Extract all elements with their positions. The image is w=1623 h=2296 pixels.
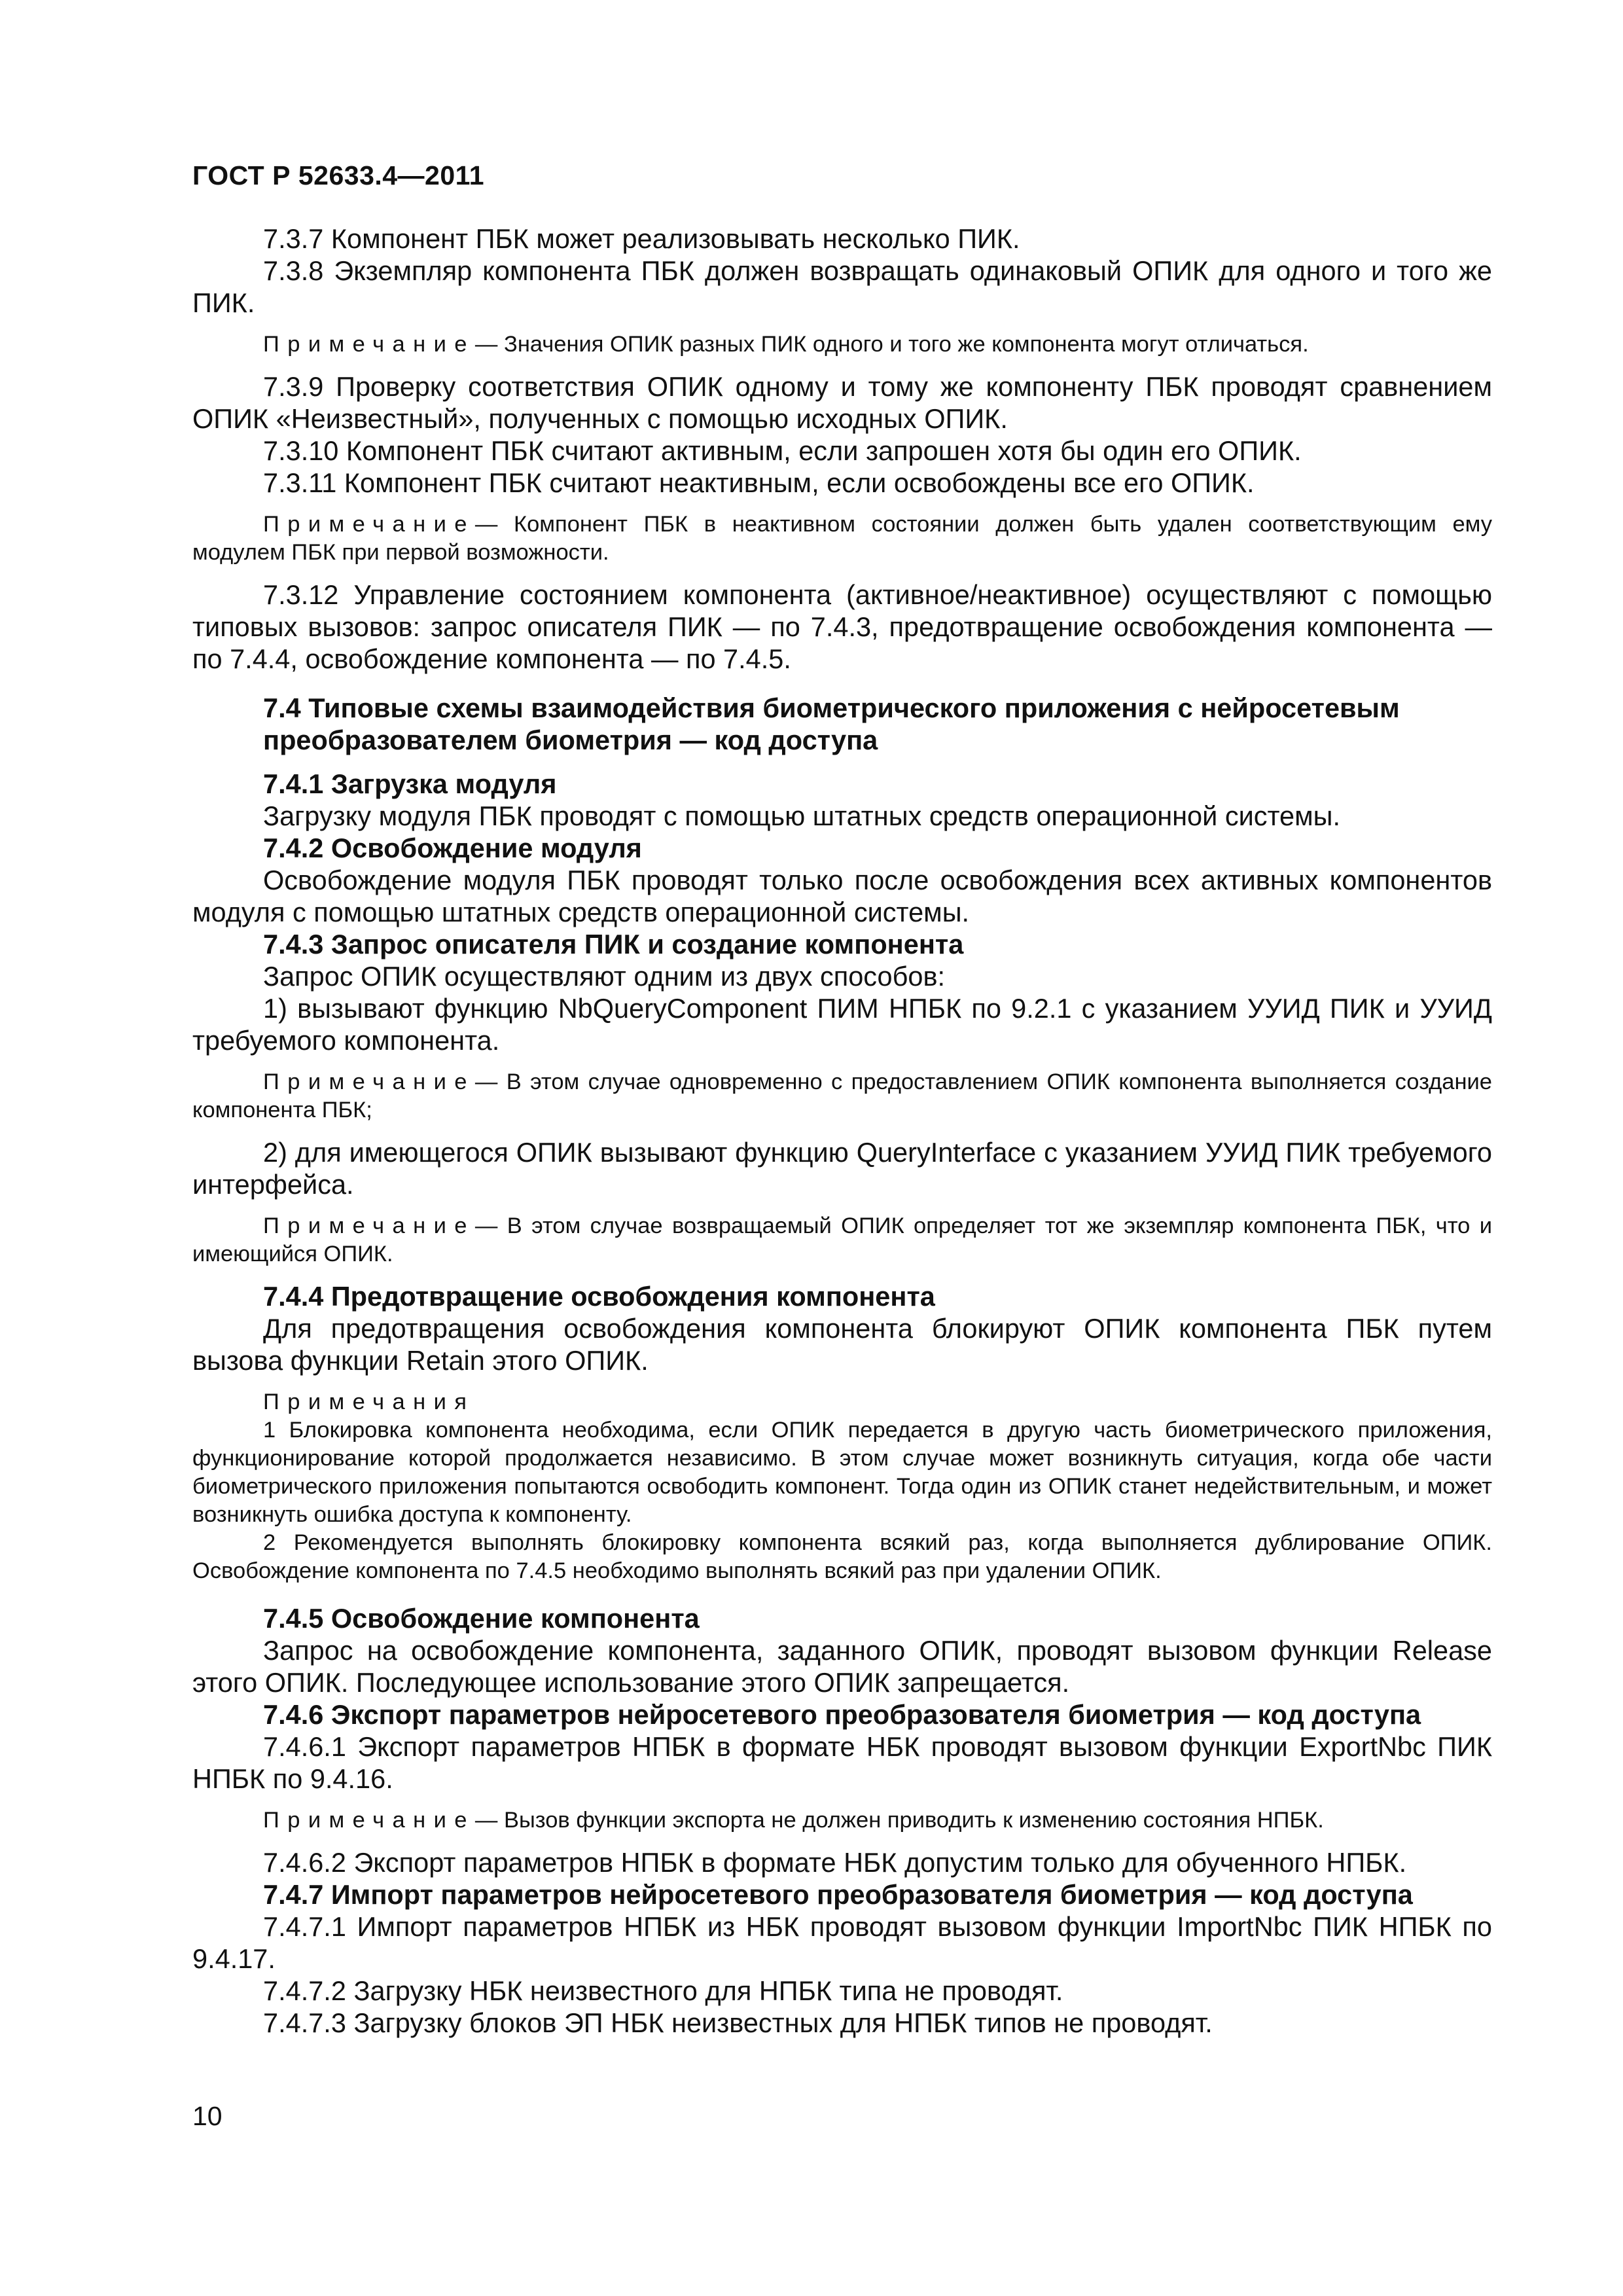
note-5 <box>192 1806 1492 1835</box>
note-text: — Компонент ПБК в неактивном состоянии должен быть удален соответствующим ему модулем ПБК при первой возможности. <box>192 512 1492 565</box>
notes-label: Примечания <box>263 1390 475 1414</box>
paragraph-7-4-7-3: 7.4.7.3 Загрузку блоков ЭП НБК неизвестных для НПБК типов не проводят. <box>263 2007 1213 2038</box>
heading-7-4-7: 7.4.7 Импорт параметров нейросетевого преобразователя биометрия — код доступа <box>263 1879 1413 1910</box>
notes-item-1: 1 Блокировка компонента необходима, если ОПИК передается в другую часть биометрического приложения, функционирование которой продолжается независимо. В этом случае может возникнуть ситуация, когда обе части биометрического приложения попытаются освободить компонент. Тогда один из ОПИК станет недействительным, и может возникнуть ошибка доступа к компоненту. <box>192 1418 1492 1527</box>
paragraph-7-4-3-item-2: 2) для имеющегося ОПИК вызывают функцию QueryInterface с указанием УУИД ПИК требуемого интерфейса. <box>192 1137 1492 1200</box>
paragraph-7-4-3-intro: Запрос ОПИК осуществляют одним из двух способов: <box>263 961 946 992</box>
paragraph-7-3-9: 7.3.9 Проверку соответствия ОПИК одному и тому же компоненту ПБК проводят сравнением ОПИК «Неизвестный», полученных с помощью исходных ОПИК. <box>192 371 1492 434</box>
note-3 <box>192 1068 1492 1124</box>
note-1 <box>192 331 1492 359</box>
heading-7-4-4: 7.4.4 Предотвращение освобождения компонента <box>263 1281 935 1312</box>
heading-7-4-3: 7.4.3 Запрос описателя ПИК и создание компонента <box>263 929 964 960</box>
note-4 <box>192 1212 1492 1268</box>
note-text: — В этом случае одновременно с предоставлением ОПИК компонента выполняется создание компонента ПБК; <box>192 1069 1492 1122</box>
note-text: — Вызов функции экспорта не должен приводить к изменению состояния НПБК. <box>474 1808 1324 1833</box>
note-label: Примечание <box>263 1069 475 1094</box>
paragraph-7-4-1: Загрузку модуля ПБК проводят с помощью штатных средств операционной системы. <box>263 800 1341 831</box>
paragraph-7-4-2: Освобождение модуля ПБК проводят только после освобождения всех активных компонентов модуля с помощью штатных средств операционной системы. <box>192 865 1492 927</box>
paragraph-7-4-6-1: 7.4.6.1 Экспорт параметров НПБК в формате НБК проводят вызовом функции ExportNbc ПИК НПБК по 9.4.16. <box>192 1731 1492 1794</box>
heading-7-4: 7.4 Типовые схемы взаимодействия биометрического приложения с нейросетевым преобразователем биометрия — код доступа <box>263 692 1400 755</box>
paragraph-7-4-6-2: 7.4.6.2 Экспорт параметров НПБК в формате НБК допустим только для обученного НПБК. <box>263 1847 1407 1878</box>
paragraph-7-3-7: 7.3.7 Компонент ПБК может реализовывать несколько ПИК. <box>263 223 1020 254</box>
heading-7-4-5: 7.4.5 Освобождение компонента <box>263 1603 700 1634</box>
note-label: Примечание <box>263 512 475 537</box>
paragraph-7-3-8: 7.3.8 Экземпляр компонента ПБК должен возвращать одинаковый ОПИК для одного и того же ПИК. <box>192 255 1492 318</box>
paragraph-7-4-4: Для предотвращения освобождения компонента блокируют ОПИК компонента ПБК путем вызова функции Retain этого ОПИК. <box>192 1313 1492 1376</box>
paragraph-7-3-12: 7.3.12 Управление состоянием компонента (активное/неактивное) осуществляют с помощью типовых вызовов: запрос описателя ПИК — по 7.4.3, предотвращение освобождения компонента — по 7.4.4, освобождение компонента — по 7.4.5. <box>192 579 1492 674</box>
note-label: Примечание <box>263 332 475 357</box>
page-number: 10 <box>192 2101 223 2131</box>
paragraph-7-4-3-item-1: 1) вызывают функцию NbQueryComponent ПИМ НПБК по 9.2.1 с указанием УУИД ПИК и УУИД требуемого компонента. <box>192 993 1492 1056</box>
heading-7-4-2: 7.4.2 Освобождение модуля <box>263 833 642 863</box>
note-text: — Значения ОПИК разных ПИК одного и того же компонента могут отличаться. <box>474 332 1309 357</box>
note-label: Примечание <box>263 1808 475 1833</box>
paragraph-7-4-5: Запрос на освобождение компонента, заданного ОПИК, проводят вызовом функции Release этого ОПИК. Последующее использование этого ОПИК запрещается. <box>192 1635 1492 1698</box>
notes-item-2: 2 Рекомендуется выполнять блокировку компонента всякий раз, когда выполняется дублирование ОПИК. Освобождение компонента по 7.4.5 необходимо выполнять всякий раз при удалении ОПИК. <box>192 1530 1492 1583</box>
paragraph-7-3-11: 7.3.11 Компонент ПБК считают неактивным, если освобождены все его ОПИК. <box>263 467 1255 498</box>
paragraph-7-3-10: 7.3.10 Компонент ПБК считают активным, если запрошен хотя бы один его ОПИК. <box>263 435 1302 466</box>
heading-7-4-1: 7.4.1 Загрузка модуля <box>263 768 557 799</box>
note-label: Примечание <box>263 1213 475 1238</box>
paragraph-7-4-7-1: 7.4.7.1 Импорт параметров НПБК из НБК проводят вызовом функции ImportNbc ПИК НПБК по 9.4.17. <box>192 1911 1492 1974</box>
heading-7-4-6: 7.4.6 Экспорт параметров нейросетевого преобразователя биометрия — код доступа <box>263 1699 1421 1730</box>
note-text: — В этом случае возвращаемый ОПИК определяет тот же экземпляр компонента ПБК, что и имеющийся ОПИК. <box>192 1213 1492 1266</box>
document-header: ГОСТ Р 52633.4—2011 <box>192 160 485 190</box>
paragraph-7-4-7-2: 7.4.7.2 Загрузку НБК неизвестного для НПБК типа не проводят. <box>263 1975 1063 2006</box>
note-2 <box>192 511 1492 567</box>
document-body <box>192 223 1492 2039</box>
